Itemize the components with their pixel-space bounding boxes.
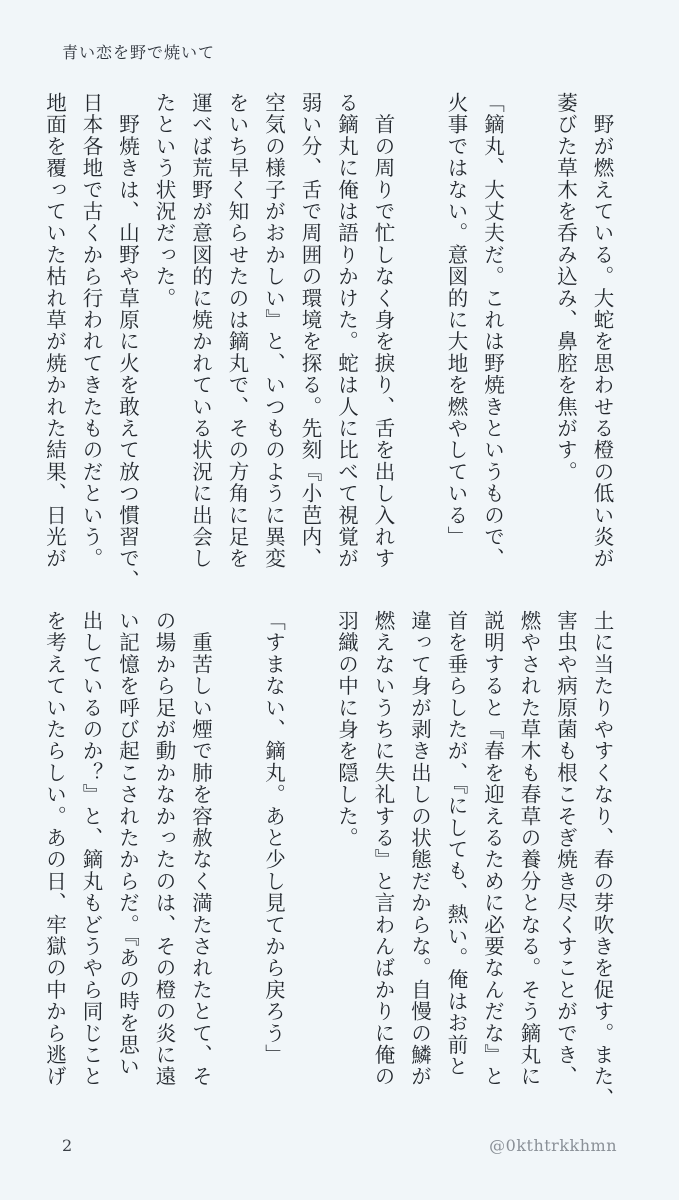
text-line: い記憶を呼び起こされたからだ。『あの時を思い xyxy=(115,610,140,1078)
text-line: 運べば荒野が意図的に焼かれている状況に出会し xyxy=(188,92,213,570)
text-line: る鏑丸に俺は語りかけた。蛇は人に比べて視覚が xyxy=(334,92,359,570)
author-handle: @0kthtrkkhmn xyxy=(489,1136,617,1155)
text-line: 害虫や病原菌も根こそぎ焼き尽くすことができ、 xyxy=(553,610,578,1088)
text-line: 出しているのか？』と、鏑丸もどうやら同じこと xyxy=(79,610,103,1088)
text-line: 首を垂らしたが、『にしても、熱い。俺はお前と xyxy=(444,610,468,1078)
text-block-bottom xyxy=(42,610,620,1110)
text-line: の場から足が動かなかったのは、その橙の炎に遠 xyxy=(152,610,176,1088)
text-line: 重苦しい煙で肺を容赦なく満たされたとて、そ xyxy=(188,631,213,1088)
text-line: 萎びた草木を呑み込み、鼻腔を焦がす。 xyxy=(553,92,578,483)
text-line: をいち早く知らせたのは鏑丸で、その方角に足を xyxy=(225,92,249,570)
text-line: 説明すると『春を迎えるために必要なんだな』と xyxy=(480,610,505,1088)
text-line: 火事ではない。意図的に大地を燃やしている」 xyxy=(444,92,468,548)
text-line: 野焼きは、山野や草原に火を敢えて放つ慣習で、 xyxy=(115,113,140,592)
text-line: 弱い分、舌で周囲の環境を探る。先刻『小芭内、 xyxy=(298,92,322,570)
text-line: 違って身が剥き出しの状態だからな。自慢の鱗が xyxy=(407,610,432,1088)
text-line: 「鏑丸、大丈夫だ。これは野焼きというもので、 xyxy=(480,92,505,570)
text-line xyxy=(225,610,249,632)
text-line: たという状況だった。 xyxy=(152,92,176,309)
page-number: 2 xyxy=(62,1136,73,1155)
text-line xyxy=(298,610,322,632)
text-line: を考えていたらしい。あの日、牢獄の中から逃げ xyxy=(42,610,67,1088)
text-line: 土に当たりやすくなり、春の芽吹きを促す。また、 xyxy=(590,610,614,1110)
text-line: 羽織の中に身を隠した。 xyxy=(334,610,359,849)
text-line: 燃えないうちに失礼する』と言わんばかりに俺の xyxy=(371,610,395,1088)
page-title: 青い恋を野で焼いて xyxy=(62,43,216,62)
text-line: 首の周りで忙しなく身を捩り、舌を出し入れす xyxy=(371,113,395,570)
text-line: 空気の様子がおかしい』と、いつものように異変 xyxy=(261,92,286,570)
text-line: 日本各地で古くから行われてきたものだという。 xyxy=(79,92,103,570)
text-line: 「すまない、鏑丸。あと少し見てから戻ろう」 xyxy=(261,610,286,1066)
text-block-top xyxy=(42,92,620,592)
text-line xyxy=(408,92,432,114)
text-line xyxy=(517,92,541,114)
text-line: 燃やされた草木も春草の養分となる。そう鏑丸に xyxy=(517,610,541,1088)
text-line: 地面を覆っていた枯れ草が焼かれた結果、日光が xyxy=(42,92,67,570)
text-line: 野が燃えている。大蛇を思わせる橙の低い炎が xyxy=(590,113,614,570)
